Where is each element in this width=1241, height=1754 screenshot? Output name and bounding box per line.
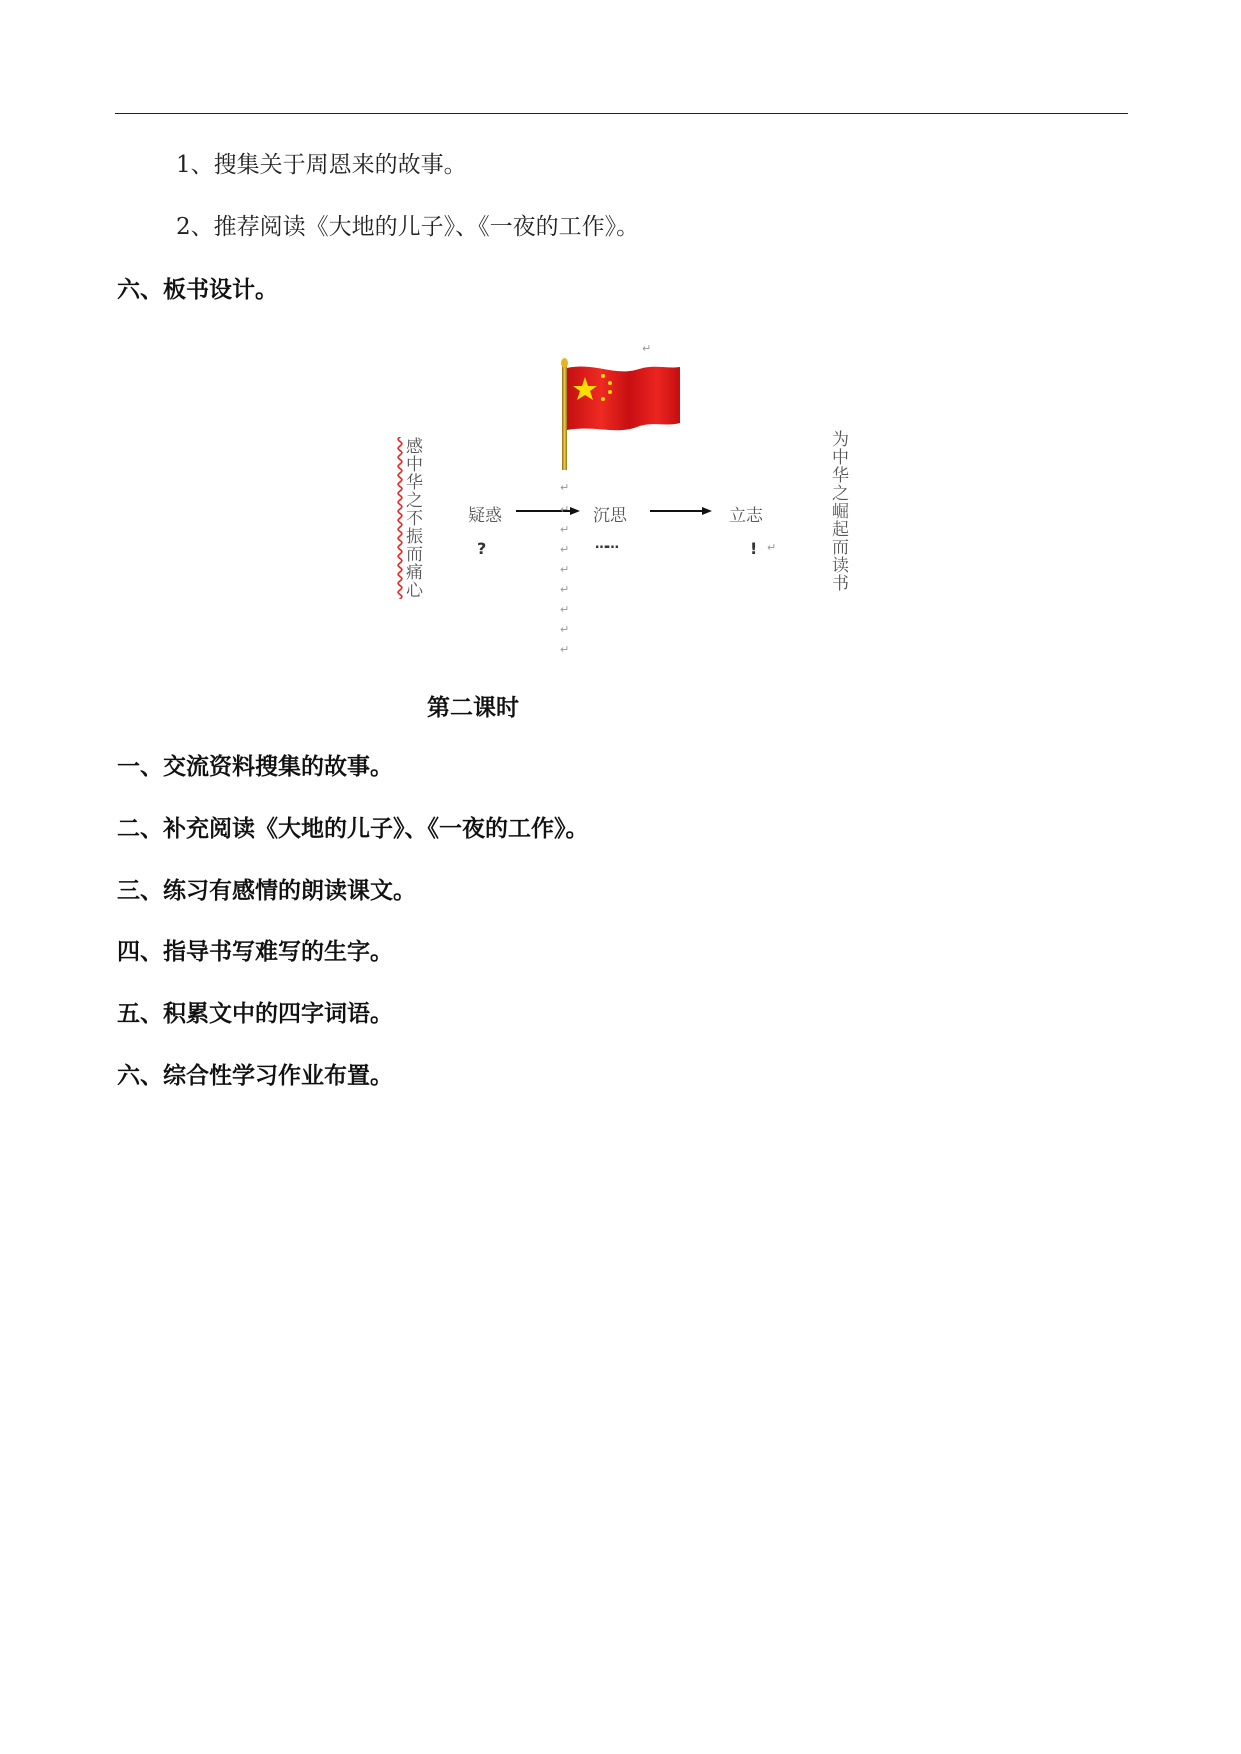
paragraph-mark: ↵ <box>767 541 777 554</box>
paragraph-mark: ↵ <box>560 603 570 616</box>
ellipsis-symbol: …… <box>595 537 617 552</box>
paragraph-mark: ↵ <box>560 643 570 656</box>
paragraph-mark: ↵ <box>560 503 570 516</box>
section-board-design: 六、板书设计。 <box>117 277 278 303</box>
step-contemplation: 沉思 <box>593 506 627 526</box>
exclamation-symbol: ! <box>750 539 758 558</box>
homework-item-2: 2、推荐阅读《大地的儿子》、《一夜的工作》。 <box>176 214 640 240</box>
lesson2-item-1: 一、交流资料搜集的故事。 <box>117 754 393 780</box>
arrow-right-icon <box>516 503 580 519</box>
paragraph-mark: ↵ <box>560 623 570 636</box>
right-vertical-caption: 为中华之崛起而读书 <box>828 430 848 592</box>
step-resolve: 立志 <box>729 506 763 526</box>
lesson2-item-4: 四、指导书写难写的生字。 <box>117 939 393 965</box>
question-mark-symbol: ? <box>477 539 487 558</box>
lesson2-item-2: 二、补充阅读《大地的儿子》、《一夜的工作》。 <box>117 816 589 842</box>
lesson2-item-6: 六、综合性学习作业布置。 <box>117 1063 393 1089</box>
step-doubt: 疑惑 <box>468 506 502 526</box>
left-vertical-text: 感中华之不振而痛心 <box>402 437 422 599</box>
left-vertical-caption <box>403 437 421 599</box>
paragraph-mark: ↵ <box>560 481 570 494</box>
lesson2-item-5: 五、积累文中的四字词语。 <box>117 1001 393 1027</box>
lesson2-item-3: 三、练习有感情的朗读课文。 <box>117 878 416 904</box>
arrow-right-icon <box>650 503 712 519</box>
paragraph-mark: ↵ <box>560 563 570 576</box>
flag-icon <box>555 355 690 480</box>
paragraph-mark: ↵ <box>560 583 570 596</box>
homework-item-1: 1、搜集关于周恩来的故事。 <box>176 152 467 178</box>
paragraph-mark: ↵ <box>642 342 652 355</box>
lesson2-title: 第二课时 <box>427 695 519 721</box>
header-rule <box>115 113 1128 114</box>
paragraph-mark: ↵ <box>560 523 570 536</box>
paragraph-mark: ↵ <box>560 543 570 556</box>
